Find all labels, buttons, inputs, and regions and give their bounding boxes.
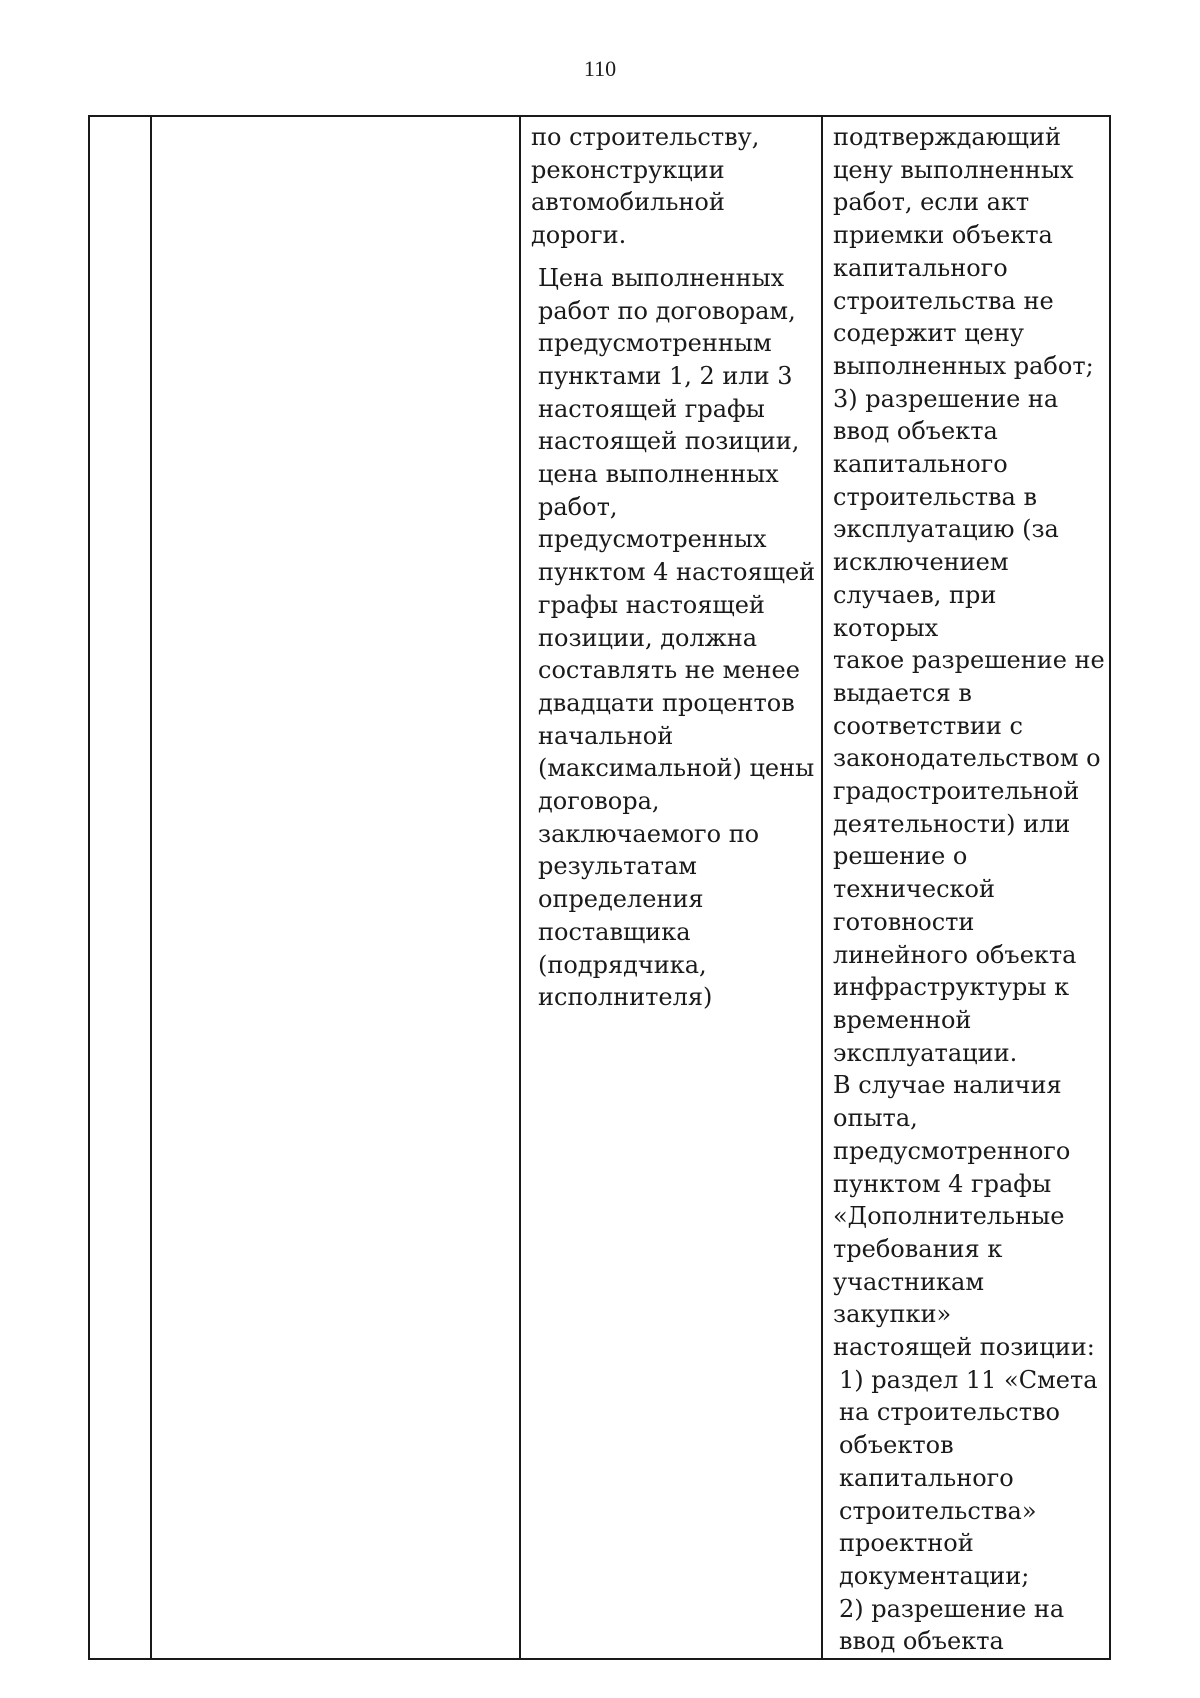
table-cell-name [151,116,520,1659]
table-row [89,116,1110,1659]
requirements-paragraph-2: Цена выполненных работ по договорам, предусмотренным пунктами 1, 2 или 3 настоящей графы настоящей позиции, цена выполненных работ, предусмотренных пунктом 4 настоящей графы настоящей позиции, должна составлять не менее двадцати процентов начальной (максимальной) цены договора, заключаемого по результатам определения поставщика (подрядчика, исполнителя) [538,263,816,1012]
requirements-table [88,115,1111,1660]
documents-paragraph-1: подтверждающий цену выполненных работ, если акт приемки объекта капитального строительства не содержит цену выполненных работ; 3) разрешение на ввод объекта капитального строительства в эксплуатацию (за исключением случаев, при которых такое разрешение не выдается в соответствии с законодательством о градостроительной деятельности) или решение о технической готовности линейного объекта инфраструктуры к временной эксплуатации. В случае наличия опыта, предусмотренного пунктом 4 графы «Дополнительные требования к участникам закупки» настоящей позиции: [833,123,1105,1362]
documents-paragraph-2: 1) раздел 11 «Смета на строительство объектов капитального строительства» проектной документации; 2) разрешение на ввод объекта [839,1365,1098,1656]
table-cell-documents [822,116,1110,1659]
table-cell-number [89,116,151,1659]
table-cell-requirements [520,116,822,1659]
page-number: 110 [583,56,617,81]
requirements-paragraph-1: по строительству, реконструкции автомобильной дороги. [531,123,760,250]
